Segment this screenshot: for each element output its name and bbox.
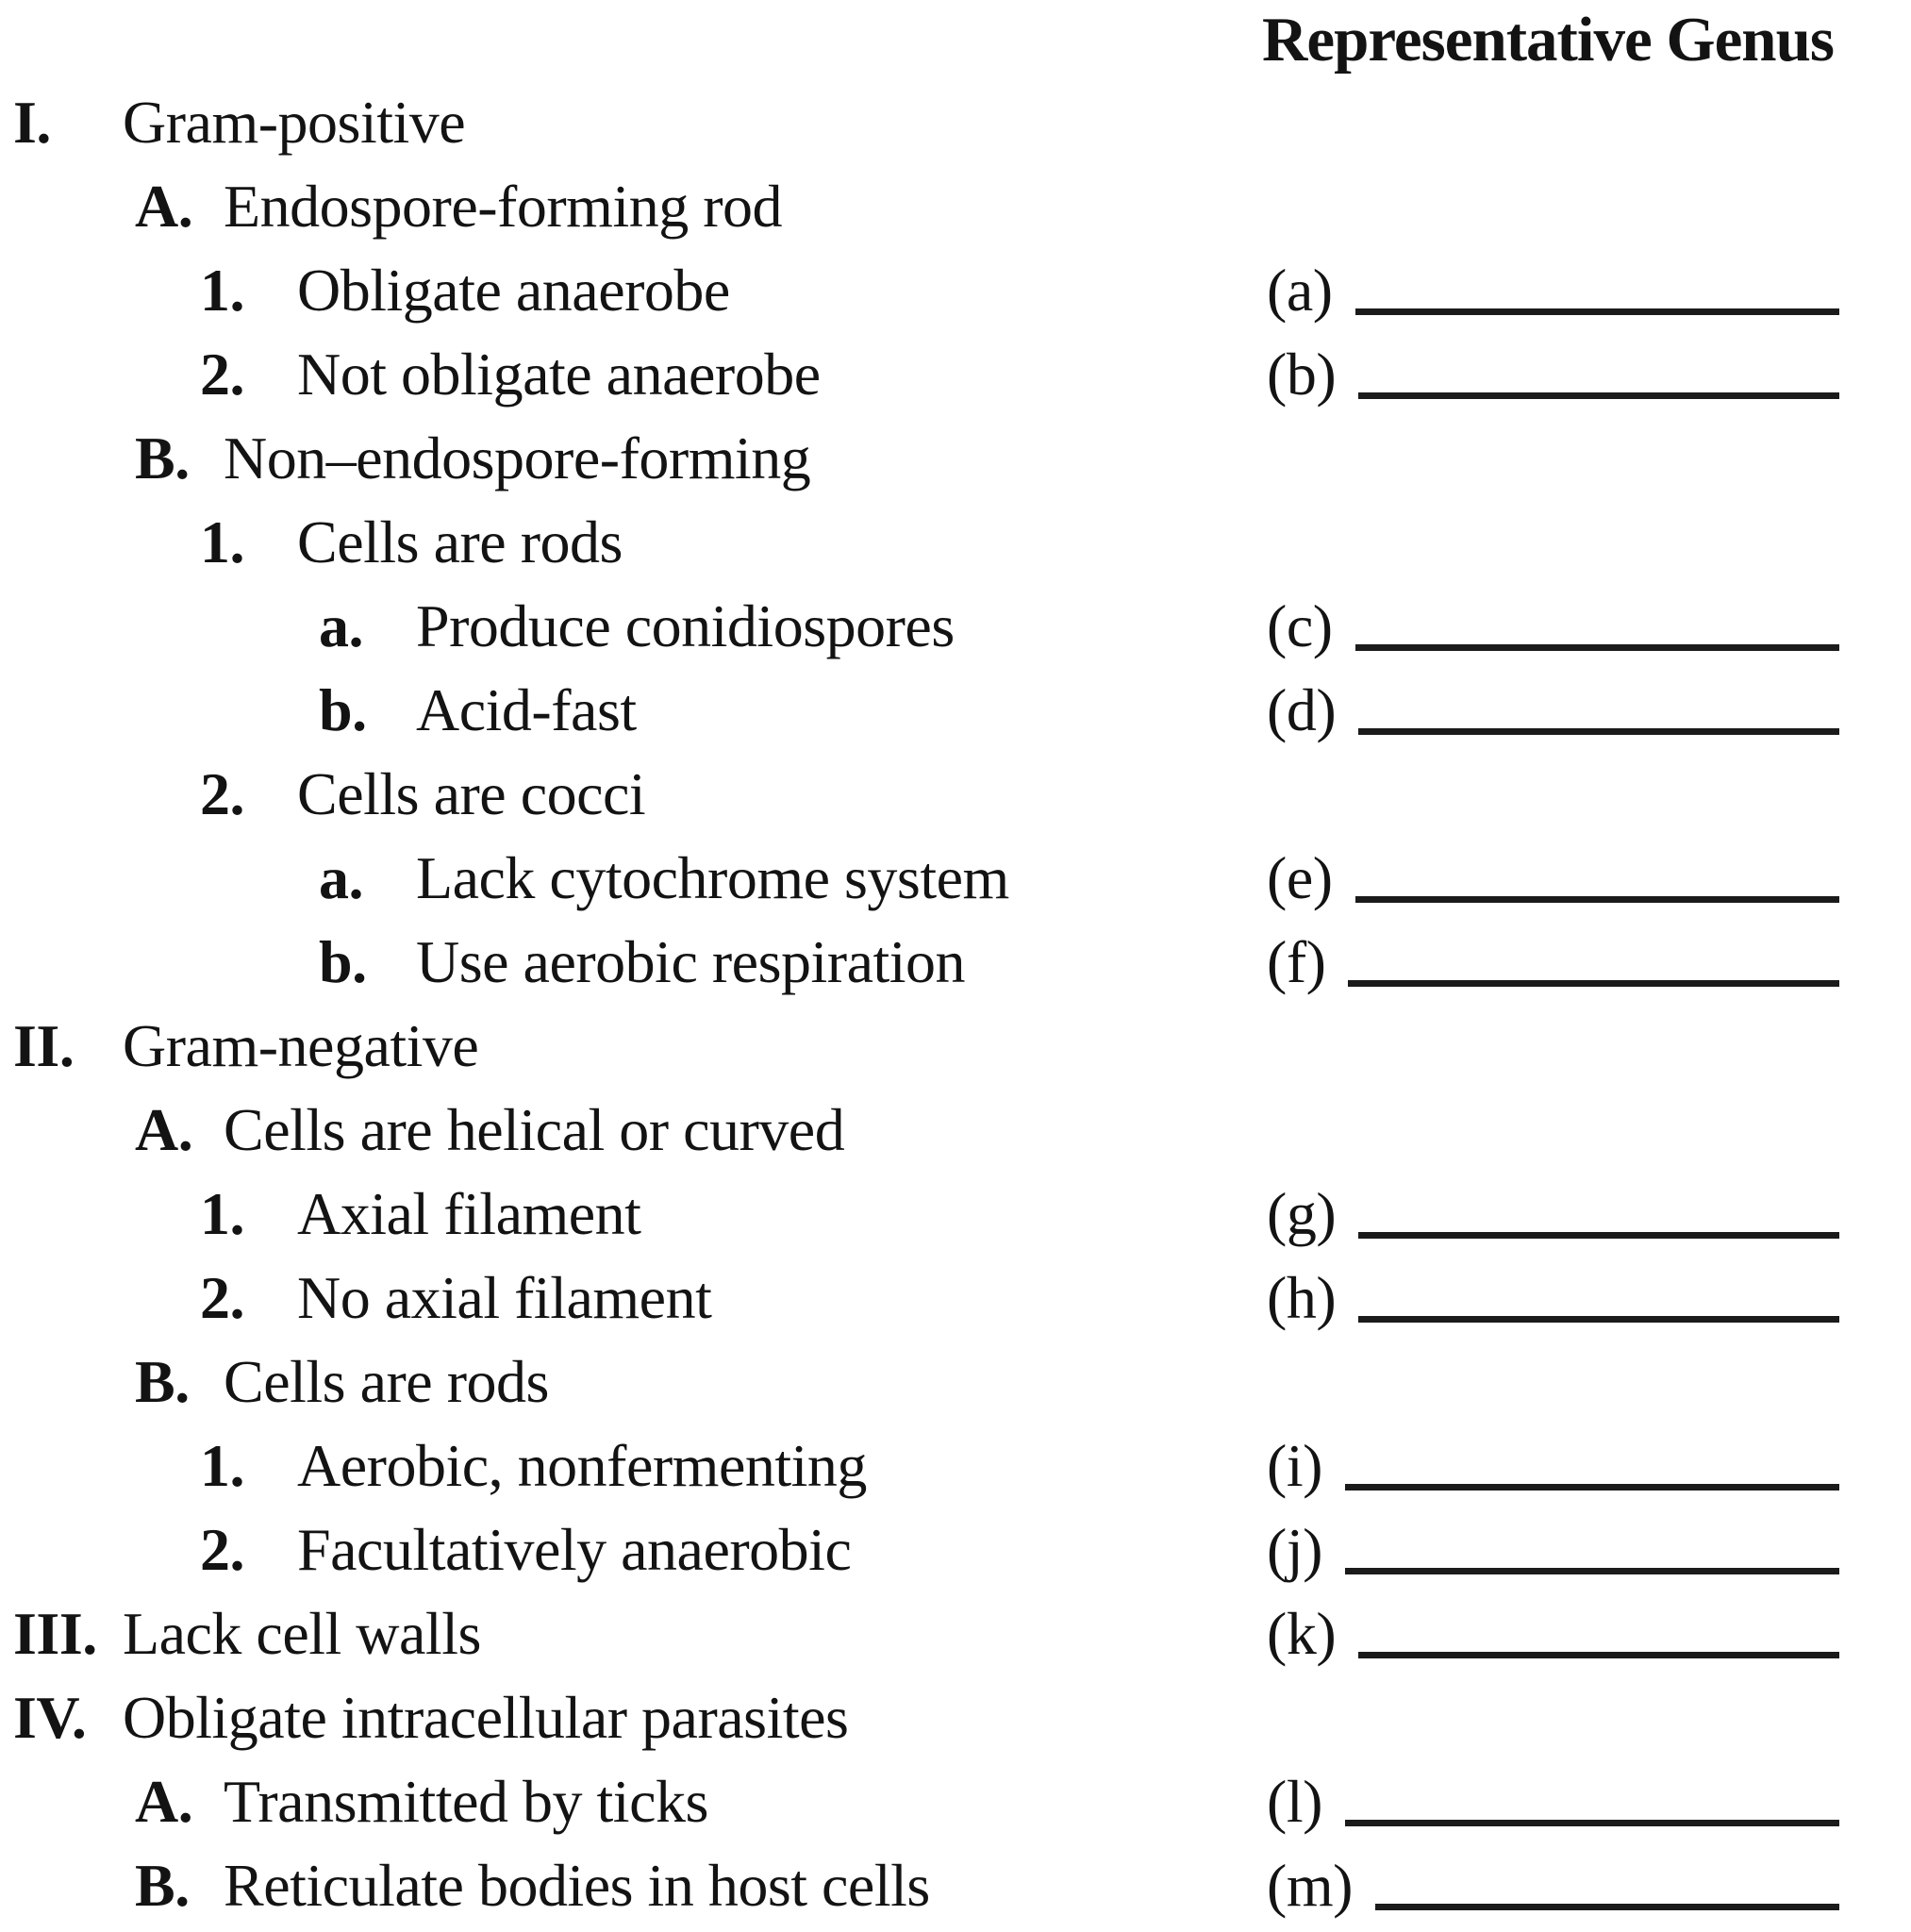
outline-marker: b. [319, 676, 367, 743]
blank-label: (h) [1267, 1264, 1337, 1331]
genus-column-header-row [0, 0, 1911, 80]
genus-blank [1267, 1424, 1839, 1507]
outline-row [0, 500, 1911, 584]
outline-text: Cells are rods [224, 1348, 549, 1415]
blank-label: (c) [1267, 592, 1333, 659]
outline-row [0, 1591, 1911, 1675]
outline-text: Non–endospore-forming [224, 425, 811, 491]
genus-blank [1267, 1172, 1839, 1256]
outline-row [0, 164, 1911, 248]
outline-text: Transmitted by ticks [224, 1768, 708, 1835]
outline-text: Produce conidiospores [416, 592, 955, 659]
outline-row [0, 1088, 1911, 1172]
outline-text: Facultatively anaerobic [297, 1516, 852, 1583]
genus-blank [1267, 836, 1839, 920]
outline-text: Gram-positive [123, 89, 466, 156]
blank-answer-line [1355, 896, 1839, 903]
outline-marker: 1. [200, 508, 244, 575]
outline-row [0, 668, 1911, 752]
blank-answer-line [1358, 1652, 1839, 1658]
outline-row [0, 752, 1911, 836]
outline-text: Acid-fast [416, 676, 637, 743]
outline-text: Endospore-forming rod [224, 173, 783, 240]
blank-label: (f) [1267, 928, 1326, 995]
blank-label: (g) [1267, 1180, 1337, 1247]
blank-label: (d) [1267, 676, 1337, 743]
genus-blank [1267, 1507, 1839, 1591]
blank-answer-line [1348, 980, 1839, 987]
outline-row [0, 332, 1911, 416]
outline-row [0, 920, 1911, 1004]
outline-row [0, 1172, 1911, 1256]
outline-text: Gram-negative [123, 1012, 479, 1079]
outline-text: Axial filament [297, 1180, 641, 1247]
outline-row [0, 1256, 1911, 1340]
outline-marker: I. [13, 89, 51, 156]
outline-marker: 2. [200, 760, 244, 827]
outline-marker: a. [319, 844, 363, 911]
genus-blank [1267, 920, 1839, 1004]
outline-row [0, 1340, 1911, 1424]
outline-row [0, 1507, 1911, 1591]
outline-marker: 2. [200, 1264, 244, 1331]
outline-text: Cells are cocci [297, 760, 646, 827]
blank-label: (l) [1267, 1768, 1322, 1835]
outline-marker: 1. [200, 1432, 244, 1499]
outline-text: Not obligate anaerobe [297, 341, 821, 408]
blank-answer-line [1345, 1568, 1839, 1574]
outline-row [0, 80, 1911, 164]
outline-row [0, 1675, 1911, 1759]
blank-answer-line [1358, 728, 1839, 735]
outline-marker: b. [319, 928, 367, 995]
outline-row [0, 248, 1911, 332]
outline-row [0, 584, 1911, 668]
blank-label: (j) [1267, 1516, 1322, 1583]
outline-marker: IV. [13, 1684, 87, 1751]
outline-marker: 1. [200, 257, 244, 324]
genus-blank [1267, 668, 1839, 752]
outline-text: Cells are helical or curved [224, 1096, 845, 1163]
outline-marker: A. [135, 1096, 193, 1163]
outline-marker: B. [135, 425, 190, 491]
outline-marker: 1. [200, 1180, 244, 1247]
outline-marker: A. [135, 173, 193, 240]
outline-text: Lack cytochrome system [416, 844, 1009, 911]
blank-answer-line [1358, 1316, 1839, 1323]
outline-text: No axial filament [297, 1264, 712, 1331]
blank-label: (e) [1267, 844, 1333, 911]
genus-blank [1267, 1256, 1839, 1340]
outline-row [0, 1424, 1911, 1507]
blank-label: (k) [1267, 1600, 1337, 1667]
outline-text: Reticulate bodies in host cells [224, 1852, 930, 1919]
outline-row [0, 836, 1911, 920]
blank-answer-line [1345, 1484, 1839, 1491]
outline-marker: B. [135, 1348, 190, 1415]
outline-marker: a. [319, 592, 363, 659]
outline-row [0, 1843, 1911, 1927]
outline-text: Aerobic, nonfermenting [297, 1432, 867, 1499]
outline-text: Use aerobic respiration [416, 928, 966, 995]
genus-blank [1267, 248, 1839, 332]
outline [0, 80, 1911, 1927]
blank-label: (a) [1267, 257, 1333, 324]
outline-row [0, 1759, 1911, 1843]
blank-answer-line [1345, 1820, 1839, 1826]
blank-label: (i) [1267, 1432, 1322, 1499]
outline-marker: 2. [200, 1516, 244, 1583]
blank-answer-line [1358, 392, 1839, 399]
genus-blank [1267, 1591, 1839, 1675]
outline-marker: 2. [200, 341, 244, 408]
genus-blank [1267, 1843, 1839, 1927]
outline-text: Obligate intracellular parasites [123, 1684, 849, 1751]
blank-label: (b) [1267, 341, 1337, 408]
blank-answer-line [1358, 1232, 1839, 1239]
outline-marker: II. [13, 1012, 75, 1079]
genus-blank [1267, 332, 1839, 416]
outline-row [0, 416, 1911, 500]
blank-answer-line [1355, 308, 1839, 315]
outline-row [0, 1004, 1911, 1088]
genus-column-header: Representative Genus [1262, 5, 1834, 75]
blank-answer-line [1355, 644, 1839, 651]
outline-text: Obligate anaerobe [297, 257, 730, 324]
blank-label: (m) [1267, 1852, 1353, 1919]
outline-marker: III. [13, 1600, 97, 1667]
genus-blank [1267, 1759, 1839, 1843]
outline-text: Lack cell walls [123, 1600, 481, 1667]
outline-text: Cells are rods [297, 508, 623, 575]
outline-marker: A. [135, 1768, 193, 1835]
outline-marker: B. [135, 1852, 190, 1919]
blank-answer-line [1375, 1904, 1839, 1910]
genus-blank [1267, 584, 1839, 668]
